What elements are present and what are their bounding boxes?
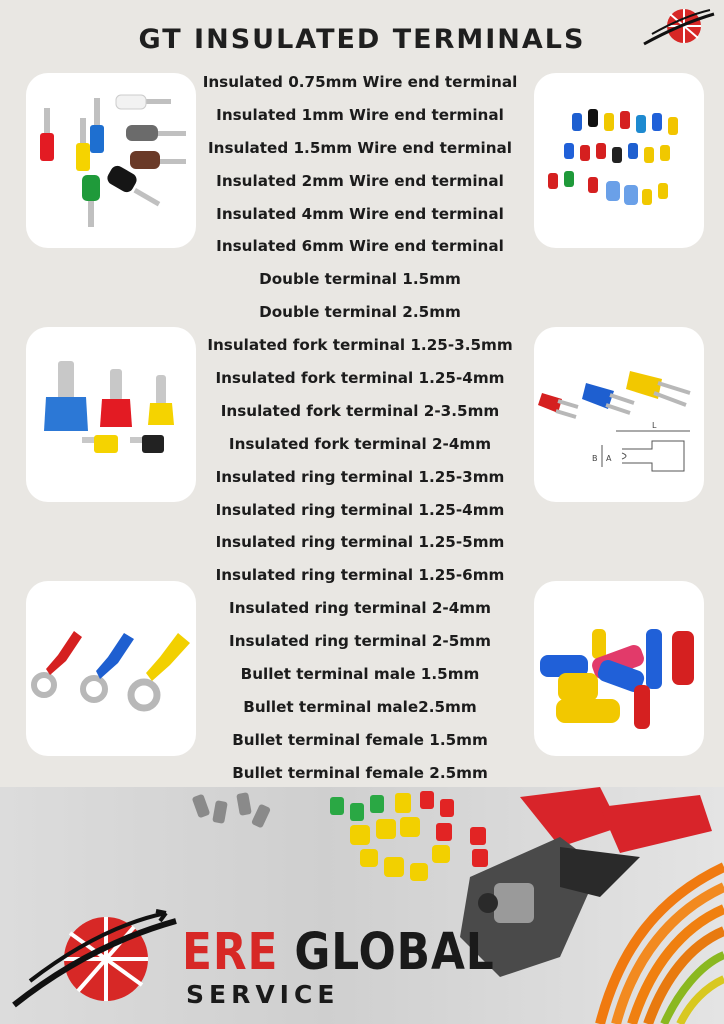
terminal-list-item: Insulated 1.5mm Wire end terminal: [208, 138, 512, 157]
brand-name: [182, 923, 495, 982]
terminal-list-item: Insulated fork terminal 2-3.5mm: [220, 401, 500, 420]
footer-banner: [0, 787, 724, 1024]
terminal-list-item: Insulated fork terminal 1.25-4mm: [215, 369, 505, 388]
terminal-list-item: Insulated 2mm Wire end terminal: [216, 171, 504, 190]
terminal-list-item: Insulated ring terminal 2-4mm: [229, 599, 491, 618]
terminal-list-item: Insulated ring terminal 2-5mm: [229, 632, 491, 651]
terminal-list-item: Bullet terminal male 1.5mm: [240, 665, 480, 684]
terminal-list-item: Insulated fork terminal 2-4mm: [228, 434, 492, 453]
diagram-label-a: A: [606, 454, 612, 463]
product-image-fork-terminals: [534, 327, 704, 502]
terminal-list-item: Bullet terminal male2.5mm: [243, 697, 477, 716]
brand-block: [0, 787, 724, 1024]
terminal-list-item: Insulated 6mm Wire end terminal: [216, 237, 504, 256]
diagram-label-length: L: [652, 421, 657, 430]
product-image-assorted-terminals: [534, 73, 704, 248]
terminal-list-item: Insulated ring terminal 1.25-3mm: [215, 467, 505, 486]
terminal-list-item: Double terminal 2.5mm: [259, 303, 461, 322]
terminal-list-item: Double terminal 1.5mm: [259, 270, 461, 289]
brand-name-accent: ERE: [182, 923, 279, 982]
terminal-list-item: Insulated 4mm Wire end terminal: [216, 204, 504, 223]
page-title: GT INSULATED TERMINALS: [138, 24, 586, 55]
product-image-bullet-terminals: [534, 581, 704, 756]
terminal-list-item: Bullet terminal female 2.5mm: [232, 763, 488, 782]
brand-logo-large: [10, 905, 180, 1017]
terminal-list: [195, 66, 525, 790]
terminal-list-item: Insulated ring terminal 1.25-5mm: [215, 533, 505, 552]
terminal-list-item: Insulated ring terminal 1.25-6mm: [215, 566, 505, 585]
terminal-list-item: Insulated 0.75mm Wire end terminal: [202, 73, 518, 91]
brand-subtitle: SERVICE: [186, 980, 340, 1009]
product-image-ring-terminals: [26, 581, 196, 756]
brand-name-rest: GLOBAL: [278, 923, 495, 982]
product-image-double-terminals: [26, 327, 196, 502]
product-image-wire-end-terminals: [26, 73, 196, 248]
terminal-list-item: Bullet terminal female 1.5mm: [232, 730, 488, 749]
terminal-list-item: Insulated 1mm Wire end terminal: [216, 105, 504, 124]
terminal-list-item: Insulated fork terminal 1.25-3.5mm: [207, 336, 513, 355]
diagram-label-b: B: [592, 454, 598, 463]
terminal-list-item: Insulated ring terminal 1.25-4mm: [215, 500, 505, 519]
